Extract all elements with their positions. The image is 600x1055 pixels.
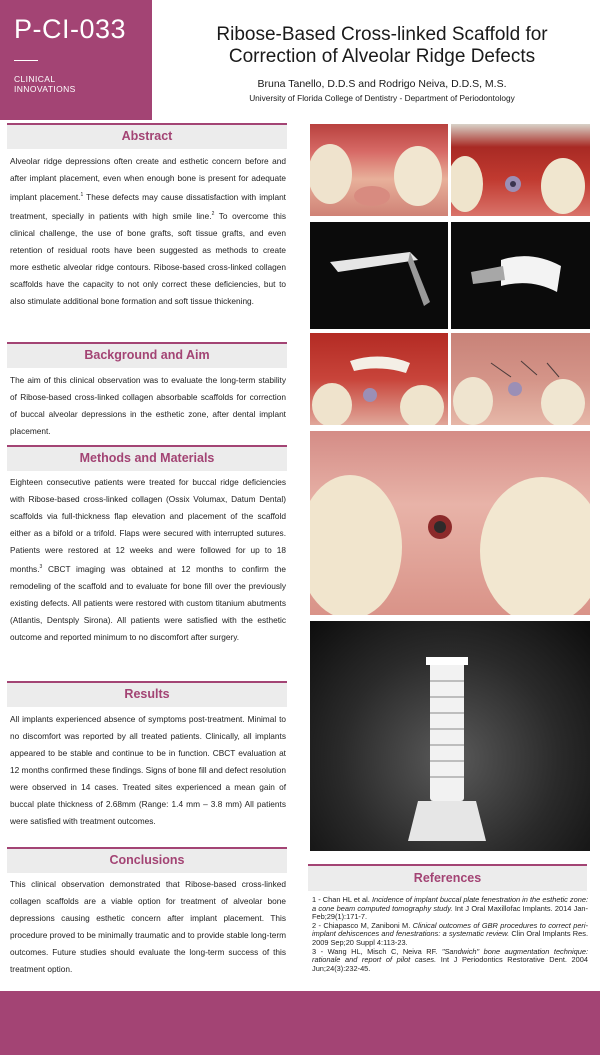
background-heading: Background and Aim [7,342,287,368]
cbct-scan-implant [310,621,590,851]
title-line-1: Ribose-Based Cross-linked Scaffold for [216,24,548,45]
methods-heading: Methods and Materials [7,445,287,471]
photo-scaffold-folded [451,222,590,329]
clinical-photo-sutured-flap [451,333,590,425]
footer-bar [0,991,600,1055]
results-text: All implants experienced absence of symptoms post-treatment. Minimal to no discomfort was reported by all treated patients. Clinically, all implants appeared to be stable and continue to be in function. CBCT evaluation at 12 months confirmed these findings. Signs of bone fill and defect resolution were observed in 14 cases. Treated sites experienced a mean gain of buccal plate thickness of 2.68mm (Range: 1.4 mm – 3.8 mm) All patients were satisfied with treatment outcomes. [10,714,286,826]
conclusions-text: This clinical observation demonstrated that Ribose-based cross-linked collagen scaffolds are a viable option for treatment of alveolar bone depressions causing esthetic concern after implant placement. This procedure proved to be minimally traumatic and to provide stable long-term outcomes. Future studies should evaluate the long-term success of this treatment option. [10,879,286,974]
poster-code: P-CI-033 [14,14,127,44]
clinical-photo-preop-ridge-depression [310,124,448,216]
abstract-heading: Abstract [7,123,287,149]
reference-item: 2 - Chiapasco M, Zaniboni M. Clinical outcomes of GBR procedures to correct peri-implant dehiscences and fenestrations: a systematic review. Clin Oral Implants Res. 2009 Sep;20 Suppl 4:113-23. [312,920,588,947]
photo-scaffold-handling [310,222,448,329]
references-heading: References [308,864,587,891]
clinical-photo-flap-elevated-implant [451,124,590,216]
title-line-2: Correction of Alveolar Ridge Defects [228,46,536,67]
badge-divider [14,60,38,61]
methods-text: Eighteen consecutive patients were treated for buccal ridge deficiencies with Ribose-based cross-linked collagen (Ossix Volumax, Datum Dental) scaffolds via full-thickness flap elevation and placement of the scaffold either as a bifold or a trifold. Flaps were secured with interrupted sutures. Patients were restored at 12 weeks and were followed for up to 18 months.$^3$ CBCT imaging was obtained at 12 months to confirm the remodeling of the scaffold and to evaluate for bone fill over the previously existing defects. All patients were restored with custom titanium abutments (Atlantis, Dentsply Sirona). All patients were satisfied with the esthetic outcome and reported minimum to no discomfort after surgery. [10,477,286,642]
reference-item: 1 - Chan HL et al. Incidence of implant buccal plate fenestration in the esthetic zone: a cone beam computed tomography study. Int J Oral Maxillofac Implants. 2014 Jan-Feb;29(1):171-7. [312,895,589,922]
clinical-photo-healed-implant-site [310,431,590,615]
poster-badge [0,0,152,120]
poster-title [172,24,592,68]
abstract-text: Alveolar ridge depressions often create and esthetic concern before and after implant placement, even when enough bone is present for adequate implant placement.$^1$ These defects may cause dissatisfaction with implant treatment, specially in patients with high smile line.$^2$ To overcome this clinical challenge, the use of bone grafts, soft tissue grafts, and even retention of residual roots have been suggested as methods to create more esthetic alveolar ridge contours. Ribose-based cross-linked collagen scaffolds have the capacity to not only correct these deficiencies, but to also stimulate additional bone formation and soft tissue thickening. [10,156,286,306]
badge-category: CLINICAL INNOVATIONS [14,74,76,94]
authors: Bruna Tanello, D.D.S and Rodrigo Neiva, D.D.S, M.S. [257,78,507,90]
conclusions-heading: Conclusions [7,847,287,873]
references-list [312,896,588,973]
background-text: The aim of this clinical observation was to evaluate the long-term stability of Ribose-based cross-linked collagen absorbable scaffolds for correction of buccal alveolar depressions in the esthetic zone, after dental implant placement. [10,375,286,436]
results-heading: Results [7,681,287,707]
reference-item: 3 - Wang HL, Misch C, Neiva RF. "Sandwich" bone augmentation technique: rationale and report of pilot cases. Int J Periodontics Restorative Dent. 2004 Jun;24(3):232-45. [312,946,588,973]
clinical-photo-scaffold-placement [310,333,448,425]
affiliation: University of Florida College of Dentistry - Department of Periodontology [249,93,515,103]
